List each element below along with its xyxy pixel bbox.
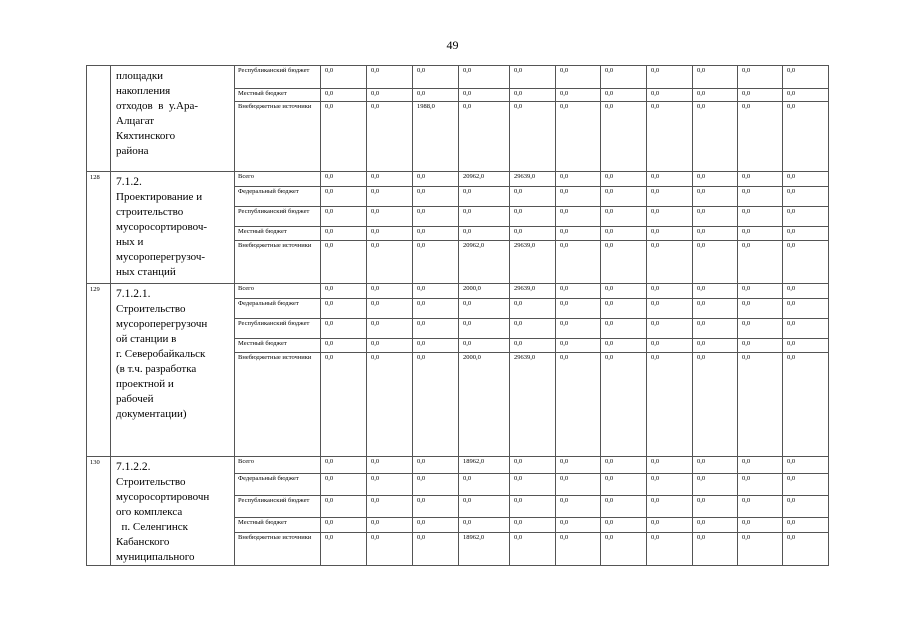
funding-value: 0,0 <box>413 495 459 517</box>
funding-value: 0,0 <box>783 339 829 353</box>
funding-value: 18962,0 <box>459 457 510 474</box>
funding-value: 0,0 <box>783 227 829 241</box>
funding-value: 0,0 <box>601 102 647 172</box>
measure-name <box>111 66 235 172</box>
funding-value: 0,0 <box>510 207 556 227</box>
measure-name-line: п. Селенгинск <box>116 521 189 533</box>
funding-value: 0,0 <box>647 495 693 517</box>
funding-value: 0,0 <box>738 319 783 339</box>
funding-value: 0,0 <box>459 517 510 532</box>
funding-value: 0,0 <box>413 284 459 299</box>
funding-value: 29639,0 <box>510 284 556 299</box>
funding-value: 0,0 <box>367 207 413 227</box>
funding-value: 0,0 <box>601 187 647 207</box>
funding-value: 0,0 <box>510 532 556 565</box>
funding-value: 0,0 <box>601 284 647 299</box>
funding-value: 0,0 <box>783 473 829 495</box>
funding-value: 0,0 <box>783 89 829 102</box>
funding-value: 0,0 <box>783 187 829 207</box>
funding-source: Всего <box>235 172 321 187</box>
funding-value: 0,0 <box>367 353 413 457</box>
funding-value: 0,0 <box>413 66 459 89</box>
funding-value: 0,0 <box>510 517 556 532</box>
funding-value: 0,0 <box>459 473 510 495</box>
row-number: 128 <box>87 172 111 284</box>
funding-source: Федеральный бюджет <box>235 473 321 495</box>
measure-name-line: отходов в у.Ара- <box>116 100 199 112</box>
funding-value: 0,0 <box>413 299 459 319</box>
measure-name-line: (в т.ч. разработка <box>116 363 197 375</box>
funding-value: 0,0 <box>321 227 367 241</box>
funding-value: 0,0 <box>510 299 556 319</box>
measure-name <box>111 457 235 566</box>
funding-value: 29639,0 <box>510 172 556 187</box>
funding-value: 0,0 <box>738 517 783 532</box>
measure-code: 7.1.2.2. <box>116 461 151 473</box>
measure-name-line: мусороперегрузоч- <box>116 251 206 263</box>
funding-value: 0,0 <box>413 207 459 227</box>
measure-code: 7.1.2.1. <box>116 288 151 300</box>
measure-name-line: г. Северобайкальск <box>116 348 206 360</box>
table-row <box>87 284 829 299</box>
funding-value: 0,0 <box>413 319 459 339</box>
funding-value: 0,0 <box>413 227 459 241</box>
funding-value: 0,0 <box>413 187 459 207</box>
funding-value: 0,0 <box>321 89 367 102</box>
funding-value: 0,0 <box>556 457 601 474</box>
funding-value: 0,0 <box>510 473 556 495</box>
funding-value: 0,0 <box>647 532 693 565</box>
measure-name-line: проектной и <box>116 378 174 390</box>
funding-value: 0,0 <box>738 473 783 495</box>
funding-value: 2000,0 <box>459 353 510 457</box>
funding-value: 0,0 <box>556 473 601 495</box>
funding-value: 0,0 <box>693 517 738 532</box>
funding-value: 0,0 <box>510 319 556 339</box>
funding-value: 0,0 <box>783 102 829 172</box>
funding-value: 0,0 <box>367 517 413 532</box>
funding-value: 0,0 <box>367 102 413 172</box>
row-number: 129 <box>87 284 111 457</box>
funding-value: 0,0 <box>693 89 738 102</box>
funding-source: Внебюджетные источники <box>235 532 321 565</box>
measure-name-line: ой станции в <box>116 333 177 345</box>
measure-name-line: муниципального <box>116 551 195 563</box>
funding-value: 0,0 <box>556 319 601 339</box>
funding-value: 0,0 <box>647 241 693 284</box>
funding-value: 0,0 <box>647 339 693 353</box>
funding-value: 0,0 <box>647 284 693 299</box>
measure-name-line: ных станций <box>116 266 176 278</box>
measure-name-line: Кабанского <box>116 536 170 548</box>
funding-value: 0,0 <box>783 457 829 474</box>
funding-value: 0,0 <box>601 299 647 319</box>
funding-value: 1988,0 <box>413 102 459 172</box>
funding-value: 0,0 <box>321 299 367 319</box>
funding-value: 18962,0 <box>459 532 510 565</box>
funding-value: 0,0 <box>321 241 367 284</box>
funding-value: 0,0 <box>321 495 367 517</box>
funding-source: Всего <box>235 457 321 474</box>
funding-value: 0,0 <box>556 495 601 517</box>
funding-value: 0,0 <box>693 339 738 353</box>
funding-value: 0,0 <box>459 102 510 172</box>
measure-name-line: мусоросортировоч- <box>116 221 208 233</box>
funding-value: 0,0 <box>693 207 738 227</box>
funding-value: 0,0 <box>321 207 367 227</box>
funding-value: 0,0 <box>510 339 556 353</box>
funding-value: 0,0 <box>647 473 693 495</box>
funding-value: 0,0 <box>738 227 783 241</box>
funding-value: 20962,0 <box>459 172 510 187</box>
budget-table <box>86 65 829 566</box>
funding-value: 0,0 <box>321 172 367 187</box>
funding-source: Внебюджетные источники <box>235 353 321 457</box>
funding-value: 0,0 <box>321 532 367 565</box>
funding-value: 0,0 <box>601 89 647 102</box>
funding-value: 0,0 <box>738 339 783 353</box>
page-number: 49 <box>446 38 459 52</box>
funding-value: 0,0 <box>556 517 601 532</box>
funding-value: 0,0 <box>783 319 829 339</box>
funding-value: 0,0 <box>783 284 829 299</box>
funding-value: 0,0 <box>693 299 738 319</box>
funding-value: 0,0 <box>556 102 601 172</box>
funding-value: 0,0 <box>783 172 829 187</box>
measure-name-line: мусороперегрузочн <box>116 318 208 330</box>
funding-source: Республиканский бюджет <box>235 66 321 89</box>
funding-value: 0,0 <box>783 495 829 517</box>
funding-source: Федеральный бюджет <box>235 187 321 207</box>
funding-value: 0,0 <box>556 532 601 565</box>
funding-value: 0,0 <box>556 187 601 207</box>
funding-value: 0,0 <box>367 227 413 241</box>
funding-value: 29639,0 <box>510 353 556 457</box>
funding-value: 0,0 <box>367 532 413 565</box>
funding-value: 0,0 <box>510 187 556 207</box>
funding-value: 0,0 <box>556 284 601 299</box>
funding-value: 0,0 <box>459 319 510 339</box>
funding-value: 0,0 <box>601 172 647 187</box>
measure-name-line: Алцагат <box>116 115 155 127</box>
funding-value: 0,0 <box>783 299 829 319</box>
funding-source: Республиканский бюджет <box>235 207 321 227</box>
funding-source: Республиканский бюджет <box>235 319 321 339</box>
funding-value: 0,0 <box>510 495 556 517</box>
table-row <box>87 66 829 89</box>
measure-name-line: Кяхтинского <box>116 130 176 142</box>
row-number <box>87 66 111 172</box>
funding-value: 0,0 <box>647 89 693 102</box>
funding-value: 0,0 <box>738 89 783 102</box>
funding-value: 0,0 <box>556 66 601 89</box>
funding-value: 0,0 <box>693 353 738 457</box>
funding-value: 0,0 <box>367 172 413 187</box>
funding-value: 0,0 <box>693 172 738 187</box>
table-row <box>87 457 829 474</box>
funding-value: 0,0 <box>510 102 556 172</box>
measure-name-line: района <box>116 145 149 157</box>
funding-value: 0,0 <box>413 172 459 187</box>
measure-name-line: Проектирование и <box>116 191 203 203</box>
funding-value: 0,0 <box>321 457 367 474</box>
funding-value: 0,0 <box>413 353 459 457</box>
funding-value: 0,0 <box>367 187 413 207</box>
funding-value: 0,0 <box>647 299 693 319</box>
funding-value: 0,0 <box>556 299 601 319</box>
funding-value: 0,0 <box>321 66 367 89</box>
funding-value: 0,0 <box>601 227 647 241</box>
funding-value: 0,0 <box>693 532 738 565</box>
funding-value: 0,0 <box>738 353 783 457</box>
funding-value: 0,0 <box>693 187 738 207</box>
funding-value: 0,0 <box>738 187 783 207</box>
funding-value: 0,0 <box>321 353 367 457</box>
funding-value: 0,0 <box>647 187 693 207</box>
funding-value: 0,0 <box>693 284 738 299</box>
funding-value: 0,0 <box>693 319 738 339</box>
funding-value: 0,0 <box>556 339 601 353</box>
funding-value: 0,0 <box>783 66 829 89</box>
funding-value: 0,0 <box>738 457 783 474</box>
funding-value: 20962,0 <box>459 241 510 284</box>
funding-value: 0,0 <box>647 102 693 172</box>
funding-value: 0,0 <box>459 339 510 353</box>
funding-value: 0,0 <box>367 66 413 89</box>
measure-code: 7.1.2. <box>116 176 142 188</box>
measure-name <box>111 172 235 284</box>
funding-value: 0,0 <box>738 207 783 227</box>
funding-value: 2000,0 <box>459 284 510 299</box>
funding-value: 0,0 <box>693 66 738 89</box>
funding-value: 0,0 <box>510 457 556 474</box>
funding-value: 0,0 <box>601 532 647 565</box>
funding-value: 0,0 <box>601 339 647 353</box>
funding-value: 0,0 <box>647 172 693 187</box>
measure-name-line: площадки <box>116 70 164 82</box>
funding-source: Республиканский бюджет <box>235 495 321 517</box>
funding-source: Внебюджетные источники <box>235 241 321 284</box>
funding-value: 0,0 <box>738 495 783 517</box>
funding-value: 0,0 <box>601 353 647 457</box>
funding-value: 0,0 <box>601 495 647 517</box>
funding-value: 0,0 <box>693 227 738 241</box>
funding-value: 0,0 <box>367 495 413 517</box>
measure-name-line: строительство <box>116 206 184 218</box>
funding-value: 0,0 <box>459 187 510 207</box>
funding-value: 0,0 <box>601 66 647 89</box>
row-number: 130 <box>87 457 111 566</box>
funding-value: 0,0 <box>783 532 829 565</box>
funding-value: 0,0 <box>556 241 601 284</box>
funding-value: 0,0 <box>510 89 556 102</box>
funding-value: 0,0 <box>321 102 367 172</box>
funding-value: 0,0 <box>459 495 510 517</box>
funding-value: 0,0 <box>783 207 829 227</box>
funding-value: 0,0 <box>459 89 510 102</box>
funding-value: 0,0 <box>321 339 367 353</box>
funding-source: Местный бюджет <box>235 227 321 241</box>
funding-value: 0,0 <box>413 339 459 353</box>
funding-value: 0,0 <box>601 457 647 474</box>
funding-value: 0,0 <box>783 241 829 284</box>
measure-name-line: рабочей <box>116 393 154 405</box>
funding-value: 0,0 <box>601 473 647 495</box>
funding-value: 0,0 <box>459 66 510 89</box>
funding-value: 0,0 <box>601 207 647 227</box>
funding-value: 0,0 <box>556 207 601 227</box>
funding-value: 0,0 <box>738 102 783 172</box>
funding-value: 0,0 <box>367 473 413 495</box>
funding-value: 0,0 <box>510 66 556 89</box>
funding-value: 0,0 <box>321 187 367 207</box>
funding-value: 0,0 <box>367 299 413 319</box>
funding-value: 0,0 <box>413 532 459 565</box>
funding-value: 0,0 <box>459 299 510 319</box>
measure-name-line: ого комплекса <box>116 506 183 518</box>
funding-value: 0,0 <box>321 473 367 495</box>
funding-value: 0,0 <box>647 457 693 474</box>
funding-value: 0,0 <box>647 517 693 532</box>
funding-value: 0,0 <box>367 457 413 474</box>
funding-value: 0,0 <box>556 227 601 241</box>
funding-value: 0,0 <box>367 241 413 284</box>
funding-value: 0,0 <box>413 457 459 474</box>
funding-value: 0,0 <box>321 284 367 299</box>
funding-value: 0,0 <box>510 227 556 241</box>
funding-source: Федеральный бюджет <box>235 299 321 319</box>
funding-value: 0,0 <box>556 172 601 187</box>
funding-value: 0,0 <box>413 241 459 284</box>
funding-value: 0,0 <box>321 517 367 532</box>
funding-value: 0,0 <box>367 339 413 353</box>
funding-source: Местный бюджет <box>235 89 321 102</box>
funding-value: 0,0 <box>647 66 693 89</box>
funding-value: 0,0 <box>459 227 510 241</box>
funding-value: 0,0 <box>367 319 413 339</box>
funding-value: 0,0 <box>413 517 459 532</box>
funding-value: 0,0 <box>738 241 783 284</box>
funding-value: 29639,0 <box>510 241 556 284</box>
funding-value: 0,0 <box>413 473 459 495</box>
funding-source: Внебюджетные источники <box>235 102 321 172</box>
funding-value: 0,0 <box>693 473 738 495</box>
funding-value: 0,0 <box>783 517 829 532</box>
funding-value: 0,0 <box>321 319 367 339</box>
measure-name <box>111 284 235 457</box>
table-row <box>87 172 829 187</box>
funding-value: 0,0 <box>693 495 738 517</box>
funding-value: 0,0 <box>647 353 693 457</box>
funding-source: Местный бюджет <box>235 339 321 353</box>
funding-value: 0,0 <box>693 241 738 284</box>
measure-name-line: мусоросортировочн <box>116 491 210 503</box>
funding-value: 0,0 <box>367 284 413 299</box>
measure-name-line: Строительство <box>116 303 186 315</box>
funding-value: 0,0 <box>556 353 601 457</box>
measure-name-line: накопления <box>116 85 171 97</box>
funding-value: 0,0 <box>556 89 601 102</box>
measure-name-line: Строительство <box>116 476 186 488</box>
funding-source: Всего <box>235 284 321 299</box>
funding-value: 0,0 <box>647 227 693 241</box>
funding-value: 0,0 <box>738 66 783 89</box>
funding-value: 0,0 <box>601 241 647 284</box>
funding-value: 0,0 <box>738 284 783 299</box>
funding-value: 0,0 <box>693 102 738 172</box>
funding-source: Местный бюджет <box>235 517 321 532</box>
funding-value: 0,0 <box>783 353 829 457</box>
funding-value: 0,0 <box>413 89 459 102</box>
funding-value: 0,0 <box>647 319 693 339</box>
funding-value: 0,0 <box>367 89 413 102</box>
funding-value: 0,0 <box>601 319 647 339</box>
funding-value: 0,0 <box>647 207 693 227</box>
funding-value: 0,0 <box>693 457 738 474</box>
funding-value: 0,0 <box>459 207 510 227</box>
funding-value: 0,0 <box>601 517 647 532</box>
measure-name-line: документации) <box>116 408 187 420</box>
funding-value: 0,0 <box>738 299 783 319</box>
funding-value: 0,0 <box>738 172 783 187</box>
funding-value: 0,0 <box>738 532 783 565</box>
measure-name-line: ных и <box>116 236 144 248</box>
